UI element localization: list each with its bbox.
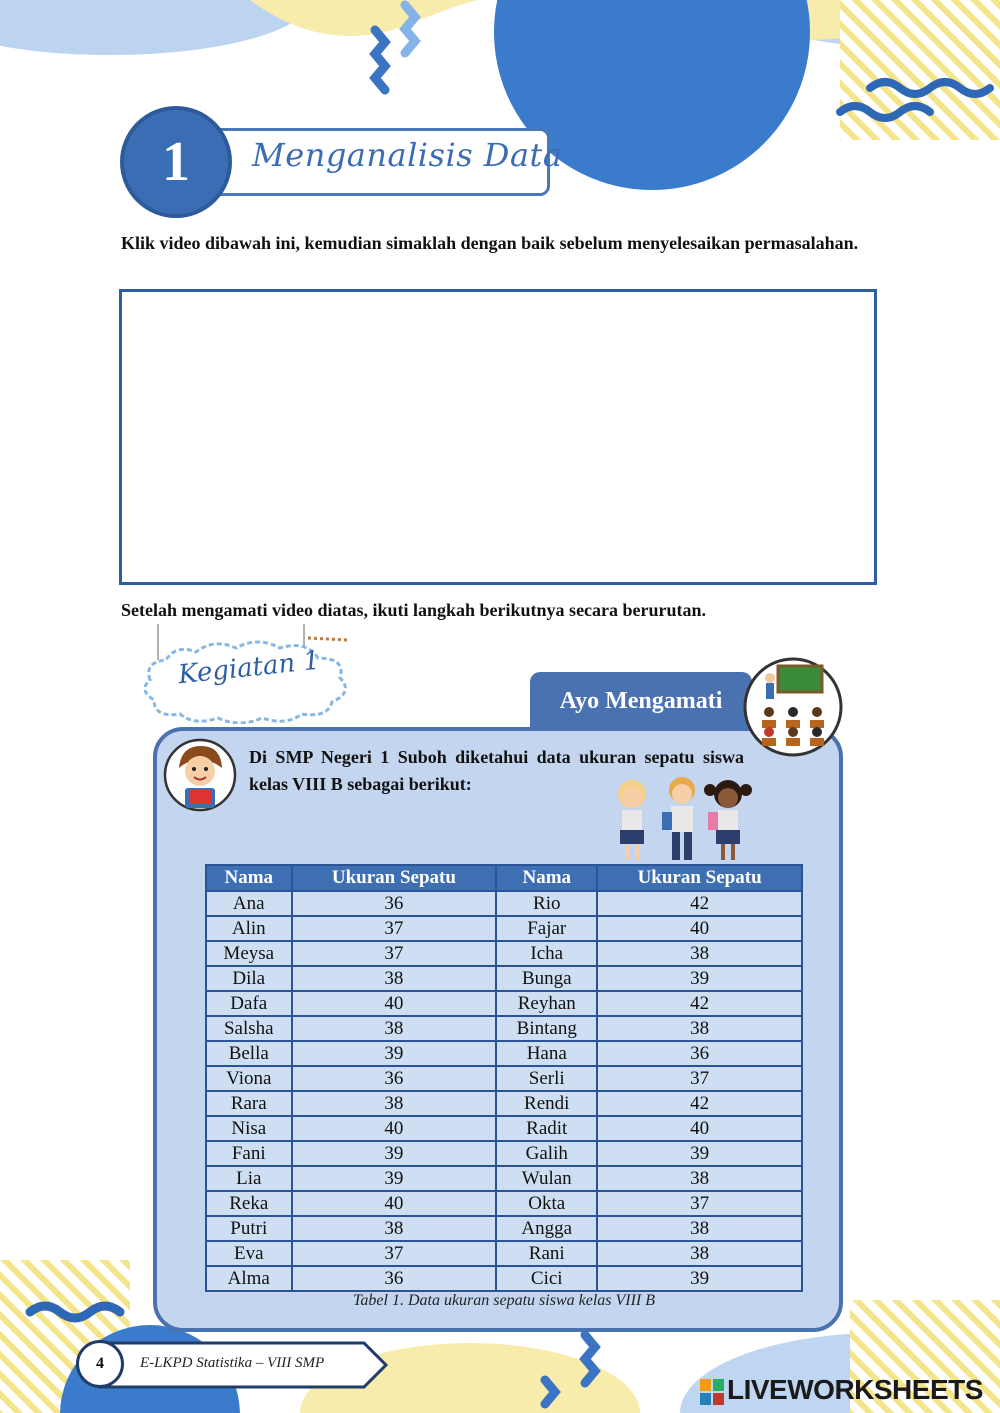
header-ukuran-sepatu: Ukuran Sepatu	[597, 865, 802, 891]
cell-nama: Hana	[496, 1041, 597, 1066]
cell-nama: Rara	[206, 1091, 292, 1116]
cell-ukuran-sepatu: 39	[292, 1166, 497, 1191]
cell-ukuran-sepatu: 37	[292, 916, 497, 941]
table-row	[206, 1241, 802, 1266]
boy-reading-avatar	[163, 738, 237, 812]
cell-nama: Bintang	[496, 1016, 597, 1041]
cell-ukuran-sepatu: 38	[292, 1216, 497, 1241]
cell-nama: Alin	[206, 916, 292, 941]
classroom-icon	[742, 656, 844, 758]
liveworksheets-watermark[interactable]	[700, 1374, 983, 1406]
cell-nama: Angga	[496, 1216, 597, 1241]
watermark-text: LIVEWORKSHEETS	[727, 1374, 983, 1405]
cell-nama: Cici	[496, 1266, 597, 1291]
video-instruction: Klik video dibawah ini, kemudian simaklah dengan baik sebelum menyelesaikan permasalahan.	[121, 233, 859, 253]
cell-nama: Serli	[496, 1066, 597, 1091]
liveworksheets-logo-icon	[700, 1379, 724, 1405]
table-row	[206, 1266, 802, 1291]
cell-nama: Lia	[206, 1166, 292, 1191]
cell-ukuran-sepatu: 40	[597, 916, 802, 941]
header-nama: Nama	[206, 865, 292, 891]
cell-ukuran-sepatu: 40	[597, 1116, 802, 1141]
header-nama: Nama	[496, 865, 597, 891]
cell-nama: Dila	[206, 966, 292, 991]
cell-ukuran-sepatu: 36	[292, 891, 497, 916]
cell-nama: Wulan	[496, 1166, 597, 1191]
table-row	[206, 1116, 802, 1141]
table-header-row	[206, 865, 802, 891]
cell-ukuran-sepatu: 36	[292, 1066, 497, 1091]
table-row	[206, 891, 802, 916]
table-row	[206, 991, 802, 1016]
cell-ukuran-sepatu: 39	[292, 1041, 497, 1066]
cell-nama: Fani	[206, 1141, 292, 1166]
activity-intro: Di SMP Negeri 1 Suboh diketahui data ukuran sepatu siswa kelas VIII B sebagai berikut:	[249, 747, 744, 794]
ayo-mengamati-tab: Ayo Mengamati	[530, 672, 752, 730]
cell-nama: Galih	[496, 1141, 597, 1166]
table-row	[206, 1041, 802, 1066]
table-row	[206, 1066, 802, 1091]
cell-ukuran-sepatu: 37	[292, 941, 497, 966]
cell-ukuran-sepatu: 40	[292, 1116, 497, 1141]
table-row	[206, 1091, 802, 1116]
cell-nama: Okta	[496, 1191, 597, 1216]
cell-ukuran-sepatu: 39	[597, 1141, 802, 1166]
cell-nama: Fajar	[496, 916, 597, 941]
table-caption: Tabel 1. Data ukuran sepatu siswa kelas VIII B	[352, 1292, 656, 1309]
table-row	[206, 1016, 802, 1041]
cell-ukuran-sepatu: 38	[292, 1016, 497, 1041]
cell-ukuran-sepatu: 42	[597, 891, 802, 916]
follow-steps-instruction: Setelah mengamati video diatas, ikuti langkah berikutnya secara berurutan.	[121, 600, 707, 620]
cell-nama: Rani	[496, 1241, 597, 1266]
cell-nama: Eva	[206, 1241, 292, 1266]
cell-ukuran-sepatu: 36	[597, 1041, 802, 1066]
table-row	[206, 1191, 802, 1216]
video-player[interactable]	[119, 289, 877, 585]
section-title: Menganalisis Data	[252, 136, 563, 174]
cell-ukuran-sepatu: 36	[292, 1266, 497, 1291]
cell-nama: Meysa	[206, 941, 292, 966]
cell-ukuran-sepatu: 37	[597, 1066, 802, 1091]
table-row	[206, 916, 802, 941]
cell-nama: Salsha	[206, 1016, 292, 1041]
cell-ukuran-sepatu: 42	[597, 1091, 802, 1116]
cell-nama: Reka	[206, 1191, 292, 1216]
cell-nama: Alma	[206, 1266, 292, 1291]
table-row	[206, 1166, 802, 1191]
cell-ukuran-sepatu: 40	[292, 991, 497, 1016]
cell-ukuran-sepatu: 42	[597, 991, 802, 1016]
cell-ukuran-sepatu: 38	[597, 1241, 802, 1266]
cell-nama: Ana	[206, 891, 292, 916]
page-number: 4	[76, 1340, 124, 1388]
cell-ukuran-sepatu: 38	[597, 1016, 802, 1041]
cell-nama: Viona	[206, 1066, 292, 1091]
table-row	[206, 1216, 802, 1241]
cell-ukuran-sepatu: 37	[597, 1191, 802, 1216]
cell-nama: Icha	[496, 941, 597, 966]
students-illustration	[600, 772, 765, 866]
section-number: 1	[120, 106, 232, 218]
cell-ukuran-sepatu: 38	[292, 966, 497, 991]
cell-ukuran-sepatu: 37	[292, 1241, 497, 1266]
kegiatan-label: Kegiatan 1	[176, 645, 322, 691]
cell-ukuran-sepatu: 39	[597, 966, 802, 991]
cell-nama: Nisa	[206, 1116, 292, 1141]
cell-nama: Rio	[496, 891, 597, 916]
cell-ukuran-sepatu: 38	[597, 941, 802, 966]
table-row	[206, 1141, 802, 1166]
cell-ukuran-sepatu: 38	[597, 1166, 802, 1191]
cell-nama: Bunga	[496, 966, 597, 991]
footer-label: E-LKPD Statistika – VIII SMP	[140, 1355, 325, 1371]
table-row	[206, 966, 802, 991]
shoe-size-table	[205, 864, 803, 1292]
cell-nama: Rendi	[496, 1091, 597, 1116]
cell-nama: Radit	[496, 1116, 597, 1141]
table-row	[206, 941, 802, 966]
cell-ukuran-sepatu: 38	[597, 1216, 802, 1241]
cell-nama: Putri	[206, 1216, 292, 1241]
cell-nama: Dafa	[206, 991, 292, 1016]
cell-ukuran-sepatu: 40	[292, 1191, 497, 1216]
cell-ukuran-sepatu: 39	[292, 1141, 497, 1166]
cell-ukuran-sepatu: 39	[597, 1266, 802, 1291]
cell-nama: Bella	[206, 1041, 292, 1066]
header-ukuran-sepatu: Ukuran Sepatu	[292, 865, 497, 891]
cell-ukuran-sepatu: 38	[292, 1091, 497, 1116]
cell-nama: Reyhan	[496, 991, 597, 1016]
